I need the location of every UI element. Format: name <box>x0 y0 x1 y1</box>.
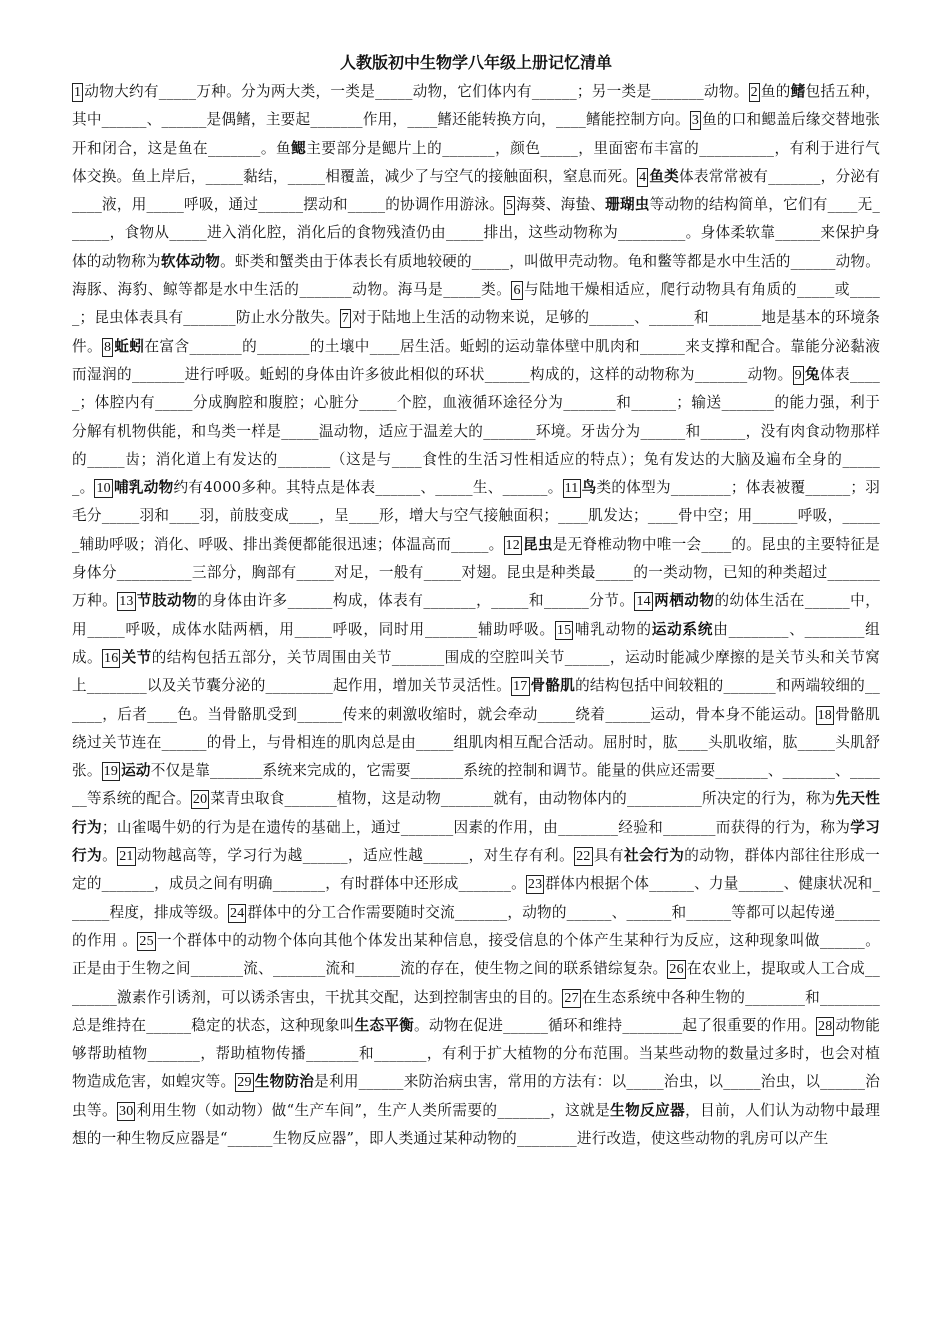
key-term: 珊瑚虫 <box>605 196 650 214</box>
item-number-box: 13 <box>119 594 134 610</box>
item-number-box: 1 <box>74 85 82 100</box>
checklist-item <box>117 592 634 609</box>
item-text: 主要部分是鳃片上的_______，颜色_____，里面密布丰富的__________，有利于进行气体交换。鱼上岸后，_____黏结，_____相覆盖，减少了与空气的接触面积，窒息而死。 <box>72 139 880 185</box>
key-term: 关节 <box>121 648 152 666</box>
item-number-box: 4 <box>639 169 647 185</box>
checklist-item <box>72 338 880 383</box>
item-text: 动物越高等，学习行为越______，适应性越______，对生存有利。 <box>136 847 575 865</box>
page-title: 人教版初中生物学八年级上册记忆清单 <box>339 53 612 72</box>
key-term: 生物防治 <box>254 1073 315 1091</box>
item-number-box: 22 <box>576 849 591 865</box>
item-text: 。动物在促进______循环和维持________起了很重要的作用。 <box>414 1016 817 1034</box>
item-text: 群体中的分工合作需要随时交流_______，动物的______、______和______等都可以起传递______的作用 。 <box>72 903 880 949</box>
key-term: 鳃 <box>291 139 307 157</box>
item-number-box: 19 <box>103 764 119 780</box>
item-number-box: 12 <box>505 537 520 553</box>
key-term: 骨骼肌 <box>530 677 576 695</box>
item-text: ，目前，人们认为动物中最理想的一种生物反应器是“______生物反应器”，即人类通过某种动物的________进行改造，使这些动物的乳房可以产生 <box>72 1101 880 1147</box>
item-number-box: 18 <box>817 707 832 723</box>
item-number-box: 26 <box>669 962 684 978</box>
item-text: 是利用______来防治病虫害，常用的方法有：以_____治虫，以_____治虫，以______治虫等。 <box>72 1073 881 1119</box>
key-term: 节肢动物 <box>136 592 198 610</box>
item-text: 对于陆地上生活的动物来说，足够的______、______和_______地是基本的环境条件。 <box>72 309 880 355</box>
item-number-box: 2 <box>750 85 758 100</box>
item-number-box: 9 <box>794 367 802 383</box>
worksheet-page <box>72 52 880 1153</box>
item-number-box: 24 <box>230 905 245 921</box>
item-text: 菜青虫取食_______植物，这是动物_______就有，由动物体内的__________所决定的行为，称为 <box>210 790 836 808</box>
item-number-box: 16 <box>104 650 119 666</box>
item-text: 不仅是靠_______系统来完成的，它需要_______系统的控制和调节。能量的供应还需要_______、_______、______等系统的配合。 <box>72 762 880 808</box>
item-text: 的身体由许多______构成，体表有_______，_____和______分节。 <box>197 592 635 610</box>
item-number-box: 29 <box>237 1075 252 1091</box>
checklist-item <box>94 479 562 496</box>
item-number-box: 8 <box>104 339 112 355</box>
item-text: 动物能够帮助植物_______，帮助植物传播_______和_______，有利于扩大植物的分布范围。当某些动物的数量过多时，也会对植物造成危害，如蝗灾等。 <box>72 1016 880 1091</box>
item-text: 。 <box>102 847 118 865</box>
item-number-box: 3 <box>691 113 700 129</box>
key-term: 鱼类 <box>649 167 680 185</box>
key-term: 蚯蚓 <box>114 337 145 355</box>
item-text: ；山雀喝牛奶的行为是在遗传的基础上，通过_______因素的作用，由________经验和_______而获得的行为，称为 <box>101 818 851 836</box>
item-text: 等动物的结构简单，它们有____无______，食物从_____进入消化腔，消化后的食物残渣仍由_____排出，这些动物称为_________。身体柔软靠______来保护身体的动物称为 <box>72 196 880 270</box>
item-text: 包括五种，其中______、______是偶鳍，主要起_______作用，____鳍还能转换方向，____鳍能控制方向。 <box>72 83 881 129</box>
item-number-box: 27 <box>564 990 579 1006</box>
item-text: 。虾类和蟹类由于体表长有质地较硬的_____，叫做甲壳动物。龟和鳖等都是水中生活的______动物。海豚、海豹、鲸等都是水中生活的_______动物。海马是_____类。 <box>72 252 880 299</box>
item-number-box: 5 <box>505 198 514 214</box>
item-text: 类的体型为________；体表被覆______；羽毛分_____羽和____羽，前肢变成____，呈____形，增大与空气接触面积；____肌发达；____骨中空；用______呼吸，______辅助呼吸；消化、呼吸、排出粪便都能很迅速；体温高而_____。 <box>72 479 881 553</box>
item-number-box: 30 <box>119 1103 134 1119</box>
item-text: 鱼的 <box>760 83 791 100</box>
item-text: 动物大约有_____万种。分为两大类，一类是_____动物，它们体内有______；另一类是_______动物。 <box>84 83 749 100</box>
key-term: 软体动物 <box>160 252 221 270</box>
checklist-body <box>72 78 880 1153</box>
item-number-box: 6 <box>513 283 521 299</box>
item-number-box: 10 <box>96 481 111 497</box>
item-text: 海葵、海蛰、 <box>516 196 606 214</box>
item-number-box: 20 <box>192 792 208 808</box>
key-term: 鳍 <box>790 83 806 100</box>
item-text: 一个群体中的动物个体向其他个体发出某种信息，接受信息的个体产生某种行为反应，这种现象叫做______。正是由于生物之间_______流、_______流和______流的存在，使生物之间的联系错综复杂。 <box>72 931 880 978</box>
item-text: 的幼体生活在______中，用_____呼吸，成体水陆两栖，用_____呼吸，同时用_______辅助呼吸。 <box>72 592 880 638</box>
item-text: 在农业上，提取或人工合成________激素作引诱剂，可以诱杀害虫，干扰其交配，达到控制害虫的目的。 <box>72 960 880 1006</box>
item-text: 的动物，群体内部往往形成一定的_______，成员之间有明确_______，有时群体中还形成_______。 <box>72 847 880 893</box>
item-text: 哺乳动物的 <box>574 620 652 638</box>
key-term: 两栖动物 <box>653 592 715 610</box>
key-term: 兔 <box>804 365 821 383</box>
item-number-box: 25 <box>139 933 154 949</box>
checklist-item <box>72 366 880 496</box>
key-term: 生态平衡 <box>354 1016 415 1034</box>
item-number-box: 23 <box>527 877 543 893</box>
item-text: 利用生物（如动物）做“生产车间”，生产人类所需要的_______，这就是 <box>136 1101 611 1119</box>
checklist-item <box>72 83 749 100</box>
item-number-box: 14 <box>636 594 651 610</box>
item-text: 在富含_______的_______的土壤中____居生活。蚯蚓的运动靠体壁中肌肉和______来支撑和配合。靠能分泌黏液而湿润的_______进行呼吸。蚯蚓的身体由许多彼此相似的环状______构成的，这样的动物称为_______动物。 <box>72 337 880 383</box>
key-term: 生物反应器 <box>610 1101 686 1119</box>
item-text: 具有 <box>593 847 624 865</box>
item-number-box: 15 <box>556 622 572 638</box>
item-text: 约有4000多种。其特点是体表______、_____生、______。 <box>173 479 563 497</box>
key-term: 社会行为 <box>624 847 685 865</box>
item-text: 群体内根据个体______、力量______、健康状况和______程度，排成等级。 <box>72 875 880 921</box>
key-term: 昆虫 <box>522 535 553 553</box>
item-text: 骨骼肌绕过关节连在______的骨上，与骨相连的肌肉总是由_____组肌肉相互配合活动。屈肘时，肱____头肌收缩，肱_____头肌舒张。 <box>72 705 880 780</box>
item-text: 是无脊椎动物中唯一会____的。昆虫的主要特征是身体分__________三部分，胸部有_____对足，一般有_____对翅。昆虫是种类最_____的一类动物，已知的种类超过_______万种。 <box>72 535 880 610</box>
key-term: 运动系统 <box>651 620 714 638</box>
item-text: 体表常常被有_______，分泌有____液，用_____呼吸，通过______摆动和_____的协调作用游泳。 <box>72 167 881 214</box>
item-text: 与陆地干燥相适应，爬行动物具有角质的_____或_____；昆虫体表具有_______防止水分散失。 <box>72 281 880 327</box>
key-term: 学习行为 <box>72 818 880 865</box>
item-text: 在生态系统中各种生物的________和________总是维持在______稳定的状态，这种现象叫 <box>72 988 880 1034</box>
item-number-box: 7 <box>341 311 349 327</box>
item-number-box: 21 <box>119 849 134 865</box>
item-number-box: 28 <box>818 1018 833 1034</box>
item-number-box: 11 <box>564 481 579 497</box>
key-term: 先天性行为 <box>72 790 880 836</box>
checklist-item <box>72 1102 880 1147</box>
item-text: 由________、________组成。 <box>72 620 880 666</box>
checklist-item <box>117 847 574 864</box>
item-text: 体表_____；体腔内有_____分成胸腔和腹腔；心脏分_____个腔，血液循环途径分为_______和______；输送_______的能力强，利于分解有机物供能，和鸟类一样是_____温动物，适应于温差大的_______环境。牙齿分为______和______，没有肉食动物那样的_____齿；消化道上有发达的_______（这是与____食性的生活习性相适应的特点）；兔有发达的大脑及遍布全身的______。 <box>72 365 881 497</box>
key-term: 鸟 <box>581 479 597 497</box>
item-text: 的结构包括五部分，关节周围由关节_______围成的空腔叫关节______，运动时能减少摩擦的是关节头和关节窝上________以及关节囊分泌的_________起作用，增加关节灵活性。 <box>72 648 880 695</box>
item-text: 鱼的口和鳃盖后缘交替地张开和闭合，这是鱼在_______。鱼 <box>72 111 880 157</box>
key-term: 哺乳动物 <box>113 479 174 497</box>
key-term: 运动 <box>121 762 151 780</box>
item-number-box: 17 <box>513 679 528 695</box>
item-text: 的结构包括中间较粗的_______和两端较细的______，后者____色。当骨骼肌受到______传来的刺激收缩时，就会牵动_____绕着______运动，骨本身不能运动。 <box>72 677 880 723</box>
